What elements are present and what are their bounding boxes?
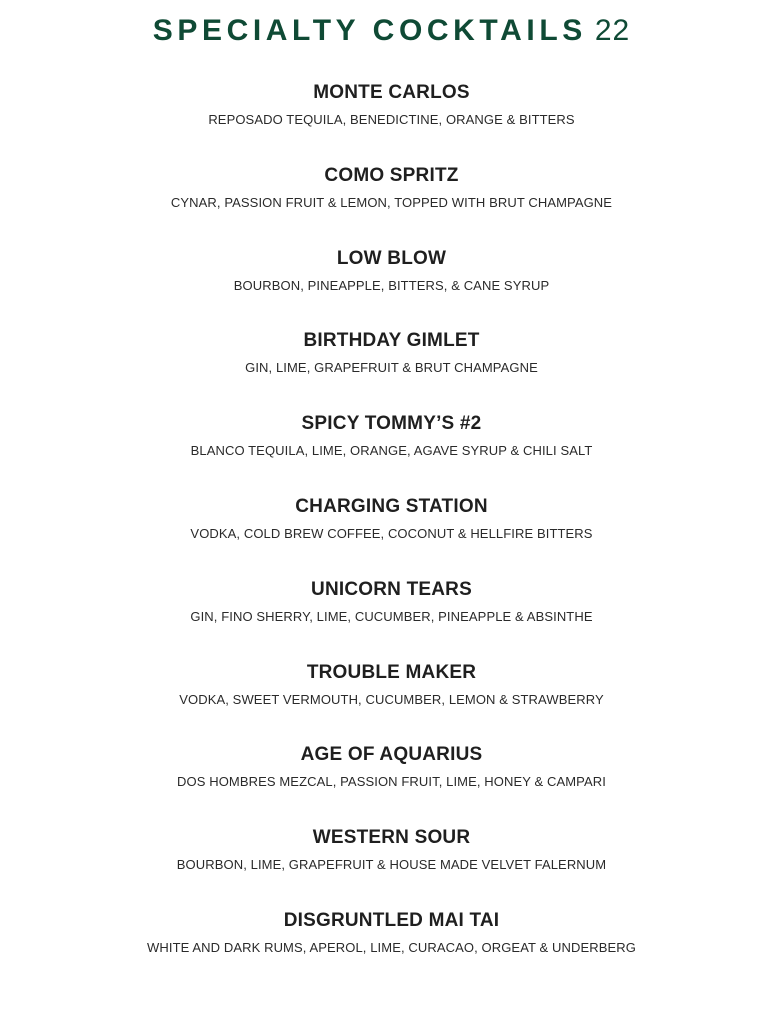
cocktail-ingredients: DOS HOMBRES MEZCAL, PASSION FRUIT, LIME, HONEY & CAMPARI [177,774,606,790]
cocktail-ingredients: VODKA, SWEET VERMOUTH, CUCUMBER, LEMON & STRAWBERRY [179,691,604,707]
cocktail-ingredients: REPOSADO TEQUILA, BENEDICTINE, ORANGE & BITTERS [208,112,575,127]
cocktail-name: BIRTHDAY GIMLET [303,330,480,352]
cocktail-item-birthday-gimlet [0,329,783,412]
cocktail-item-trouble-maker [0,661,783,744]
cocktail-ingredients: BOURBON, PINEAPPLE, BITTERS, & CANE SYRUP [233,277,550,293]
menu-title: SPECIALTY COCKTAILS [152,14,587,47]
cocktail-ingredients: GIN, FINO SHERRY, LIME, CUCUMBER, PINEAPPLE & ABSINTHE [190,608,593,624]
cocktail-ingredients: BLANCO TEQUILA, LIME, ORANGE, AGAVE SYRUP & CHILI SALT [190,443,593,459]
cocktail-name: SPICY TOMMY’S #2 [301,413,482,435]
cocktail-name: LOW BLOW [336,247,447,269]
cocktail-item-como-spritz [0,164,783,247]
cocktail-ingredients: GIN, LIME, GRAPEFRUIT & BRUT CHAMPAGNE [245,360,538,376]
cocktail-ingredients: WHITE AND DARK RUMS, APEROL, LIME, CURACAO, ORGEAT & UNDERBERG [147,939,636,955]
cocktail-item-low-blow [0,247,783,330]
menu-price: 22 [594,14,631,47]
cocktail-item-unicorn-tears [0,578,783,661]
cocktail-item-disgruntled-mai-tai [0,909,783,992]
cocktail-ingredients: CYNAR, PASSION FRUIT & LEMON, TOPPED WITH BRUT CHAMPAGNE [170,194,613,210]
cocktail-name: DISGRUNTLED MAI TAI [283,909,500,931]
cocktail-ingredients: BOURBON, LIME, GRAPEFRUIT & HOUSE MADE VELVET FALERNUM [176,857,607,873]
cocktail-item-monte-carlos [0,81,783,164]
cocktail-item-western-sour [0,826,783,909]
cocktail-item-age-of-aquarius [0,743,783,826]
cocktail-name: TROUBLE MAKER [306,661,477,683]
cocktail-item-charging-station [0,495,783,578]
cocktail-item-spicy-tommys-2 [0,412,783,495]
cocktail-name: WESTERN SOUR [312,827,471,849]
menu-header [0,14,783,48]
cocktail-name: MONTE CARLOS [313,82,470,103]
cocktail-list [0,81,783,992]
cocktail-name: UNICORN TEARS [311,578,472,600]
cocktail-name: AGE OF AQUARIUS [300,744,483,766]
cocktail-ingredients: VODKA, COLD BREW COFFEE, COCONUT & HELLFIRE BITTERS [190,525,593,541]
cocktail-name: CHARGING STATION [295,495,488,517]
cocktail-name: COMO SPRITZ [324,164,459,186]
